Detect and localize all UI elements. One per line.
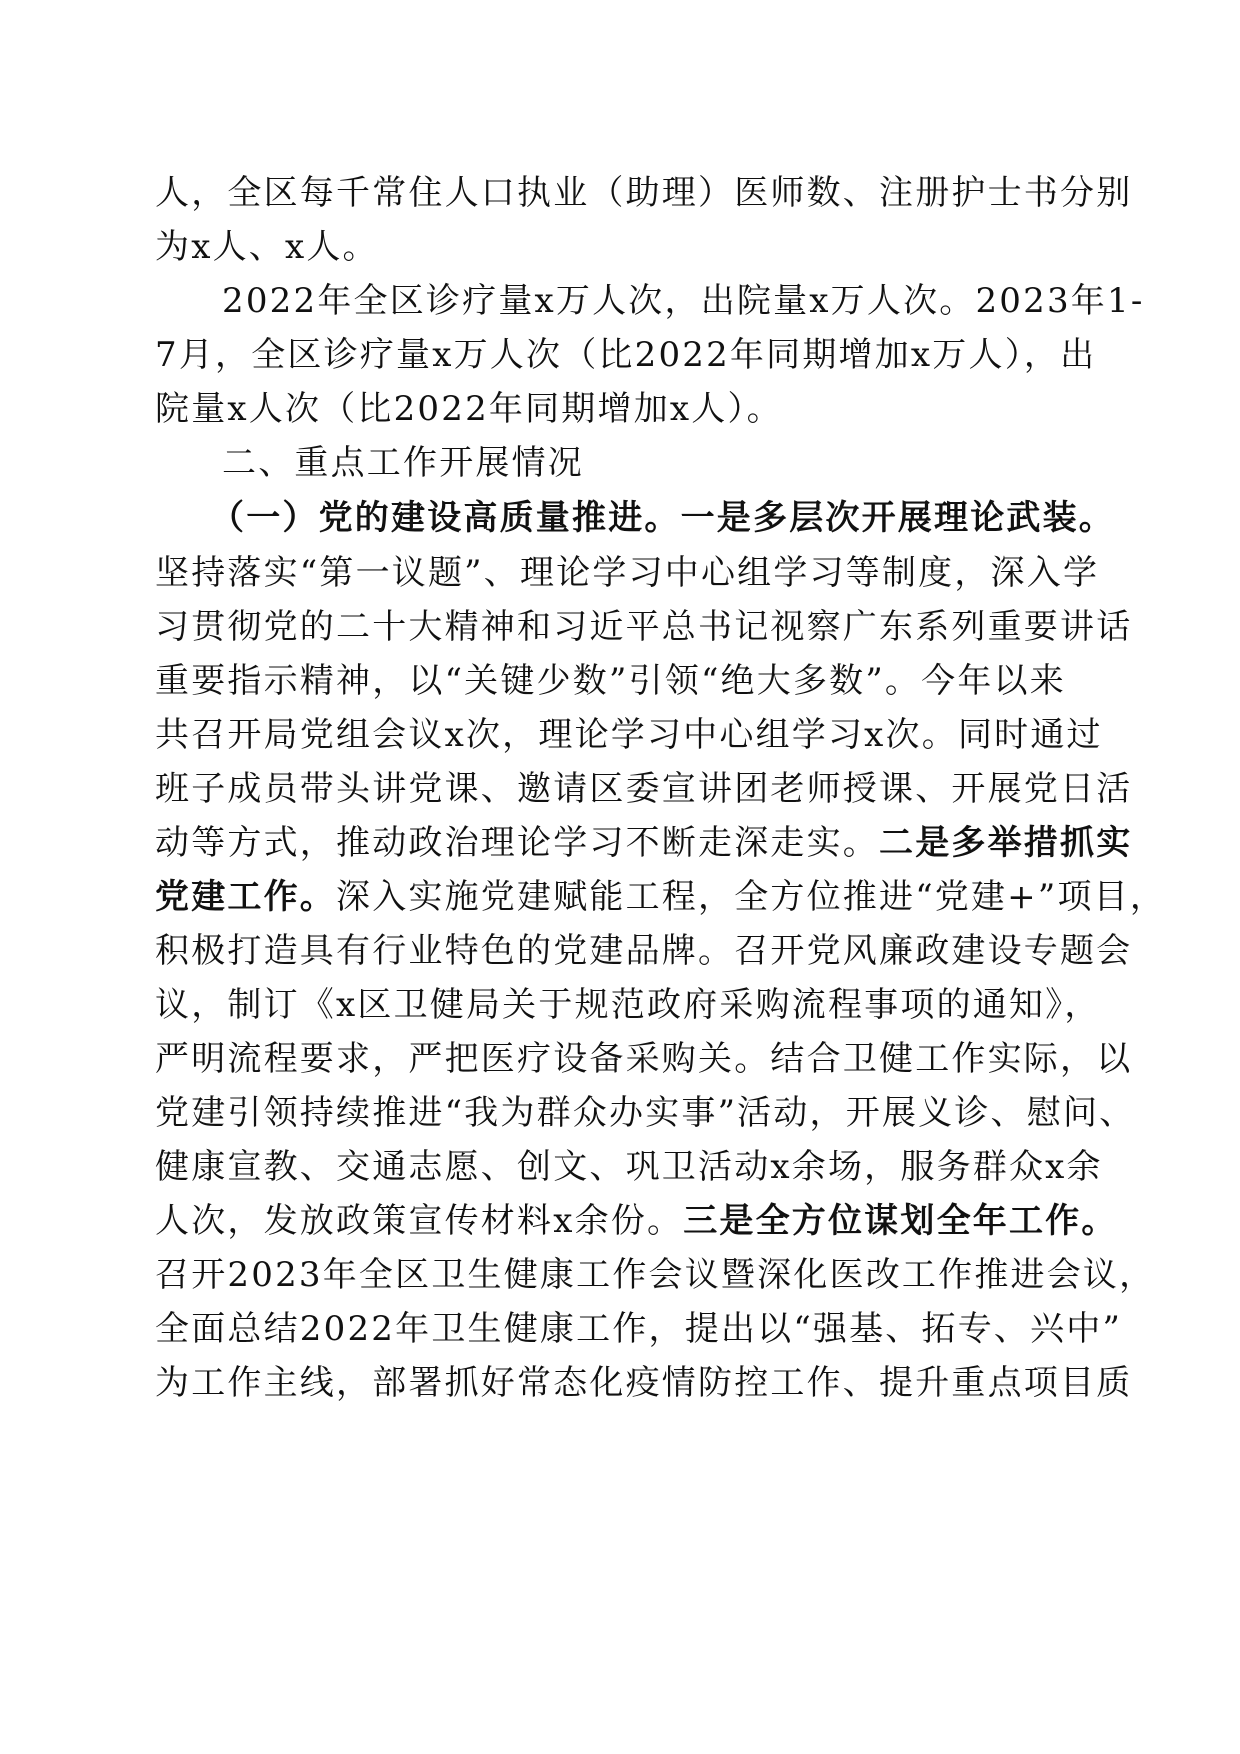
body-text-line: 人次，发放政策宣传材料x余份。三是全方位谋划全年工作。	[155, 1201, 1118, 1241]
body-text-line: 严明流程要求，严把医疗设备采购关。结合卫健工作实际，以	[155, 1039, 1133, 1079]
body-text-line: 重要指示精神，以“关键少数”引领“绝大多数”。今年以来	[155, 661, 1066, 701]
body-text-line: 召开2023年全区卫生健康工作会议暨深化医改工作推进会议，	[155, 1255, 1156, 1295]
section-heading: 二、重点工作开展情况	[222, 443, 584, 483]
body-text-line: 健康宣教、交通志愿、创文、巩卫活动x余场，服务群众x余	[155, 1147, 1103, 1187]
subsection-heading: （一）党的建设高质量推进。一是多层次开展理论武装。	[210, 498, 1115, 538]
body-text-line: 院量x人次（比2022年同期增加x人）。	[155, 389, 783, 429]
body-text-line: 习贯彻党的二十大精神和习近平总书记视察广东系列重要讲话	[155, 607, 1133, 647]
bold-lead-phrase: 党建工作。	[155, 877, 336, 917]
bold-lead-phrase: 三是全方位谋划全年工作。	[683, 1201, 1118, 1241]
body-text-line: 7月，全区诊疗量x万人次（比2022年同期增加x万人），出	[155, 335, 1097, 375]
body-text-line: 积极打造具有行业特色的党建品牌。召开党风廉政建设专题会	[155, 931, 1133, 971]
body-text-line: 动等方式，推动政治理论学习不断走深走实。二是多举措抓实	[155, 823, 1133, 863]
body-text-line: 人，全区每千常住人口执业（助理）医师数、注册护士书分别	[155, 173, 1133, 213]
body-text-line: 党建引领持续推进“我为群众办实事”活动，开展义诊、慰问、	[155, 1093, 1136, 1133]
body-text-line: 党建工作。深入实施党建赋能工程，全方位推进“党建+”项目，	[155, 877, 1167, 917]
body-text-line: 共召开局党组会议x次，理论学习中心组学习x次。同时通过	[155, 715, 1103, 755]
paragraph-first-line: 2022年全区诊疗量x万人次，出院量x万人次。2023年1-	[222, 281, 1145, 321]
body-text-line: 坚持落实“第一议题”、理论学习中心组学习等制度，深入学	[155, 553, 1100, 593]
body-text-line: 为x人、x人。	[155, 227, 379, 267]
bold-lead-phrase: 二是多举措抓实	[879, 823, 1133, 863]
body-text-line: 为工作主线，部署抓好常态化疫情防控工作、提升重点项目质	[155, 1363, 1133, 1403]
body-text-line: 全面总结2022年卫生健康工作，提出以“强基、拓专、兴中”	[155, 1309, 1123, 1349]
body-text-line: 班子成员带头讲党课、邀请区委宣讲团老师授课、开展党日活	[155, 769, 1133, 809]
body-text-line: 议，制订《x区卫健局关于规范政府采购流程事项的通知》，	[155, 985, 1101, 1025]
